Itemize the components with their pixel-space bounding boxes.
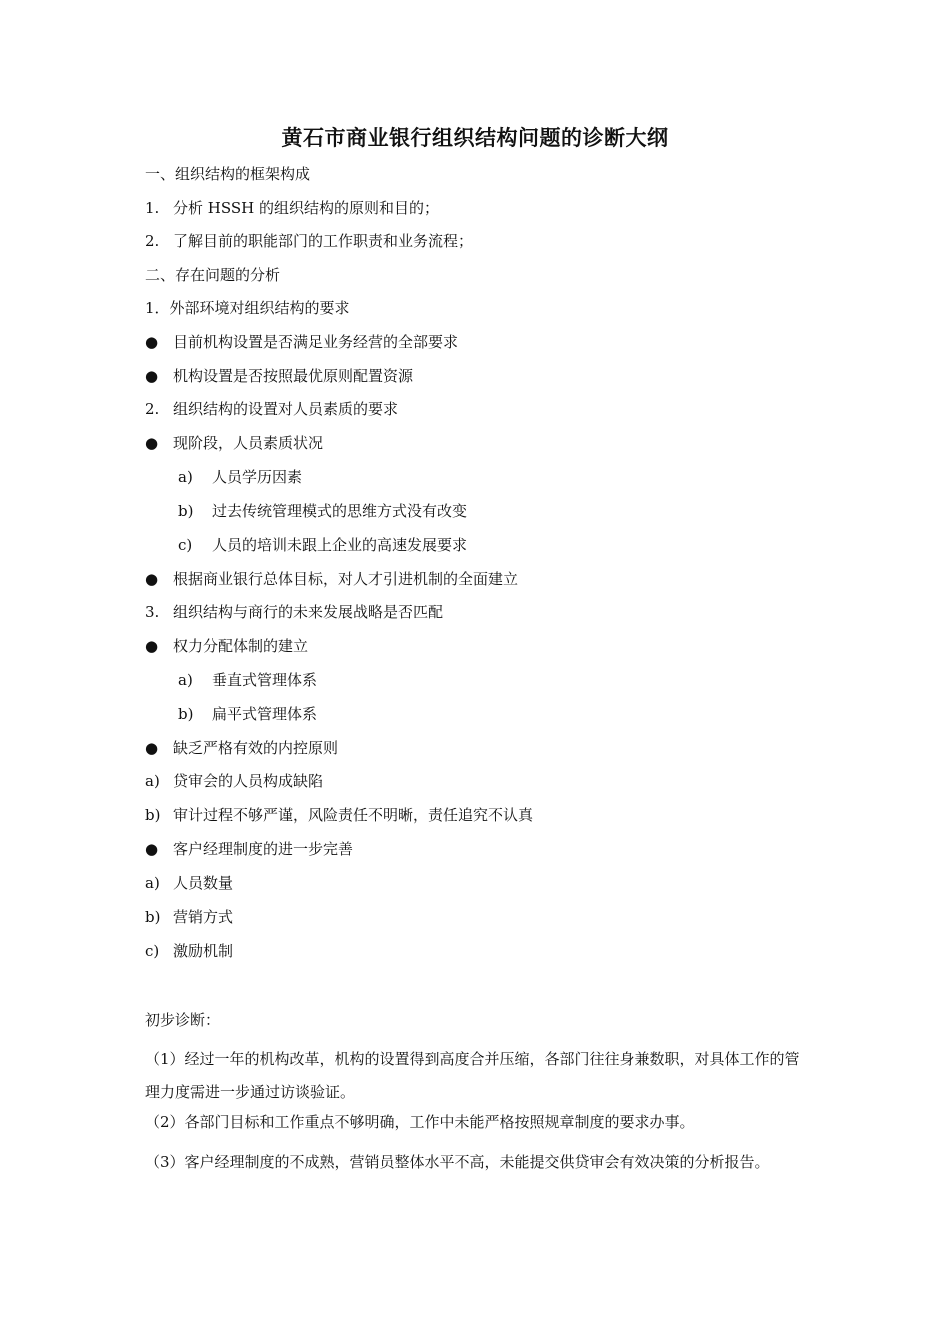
outline-line: [145, 332, 458, 352]
list-marker: 2.: [145, 232, 160, 250]
list-marker: b): [145, 806, 161, 824]
bullet-marker: ●: [145, 637, 159, 655]
outline-text: 缺乏严格有效的内控原则: [173, 739, 339, 757]
bullet-marker: ●: [145, 840, 159, 858]
outline-line: [145, 164, 310, 184]
document-title: 黄石市商业银行组织结构问题的诊断大纲: [281, 125, 669, 150]
outline-line: [145, 265, 280, 285]
outline-line: [178, 704, 317, 724]
list-marker: a): [145, 772, 160, 790]
outline-text: 权力分配体制的建立: [173, 637, 309, 655]
outline-text: 营销方式: [173, 908, 234, 926]
outline-text: 过去传统管理模式的思维方式没有改变: [212, 502, 468, 520]
list-marker: a): [145, 874, 160, 892]
outline-text: 组织结构的设置对人员素质的要求: [173, 400, 399, 418]
outline-text: 现阶段，人员素质状况: [173, 434, 324, 452]
list-marker: a): [178, 671, 193, 689]
bullet-marker: ●: [145, 367, 159, 385]
outline-text: 机构设置是否按照最优原则配置资源: [173, 367, 414, 385]
bullet-marker: ●: [145, 739, 159, 757]
outline-line: [145, 907, 233, 927]
outline-line: [145, 636, 308, 656]
list-marker: a): [178, 468, 193, 486]
outline-line: [178, 501, 467, 521]
list-marker: c): [178, 536, 193, 554]
outline-line: [145, 941, 233, 961]
list-marker: 2.: [145, 400, 160, 418]
outline-text: 垂直式管理体系: [212, 671, 318, 689]
outline-text: 贷审会的人员构成缺陷: [173, 772, 324, 790]
outline-line: [145, 569, 518, 589]
outline-text: 二、存在问题的分析: [145, 266, 281, 284]
outline-line: [145, 873, 233, 893]
diagnosis-item-1: （1）经过一年的机构改革，机构的设置得到高度合并压缩，各部门往往身兼数职，对具体工作的管理力度需进一步通过访谈验证。: [145, 1050, 800, 1101]
list-marker: 1.: [145, 199, 160, 217]
list-marker: 3.: [145, 603, 160, 621]
list-marker: b): [178, 502, 194, 520]
diagnosis-item-3: （3）客户经理制度的不成熟，营销员整体水平不高，未能提交供贷审会有效决策的分析报告。: [145, 1153, 770, 1171]
diagnosis-item-2: （2）各部门目标和工作重点不够明确，工作中未能严格按照规章制度的要求办事。: [145, 1113, 695, 1131]
outline-line: [145, 298, 350, 318]
outline-text: 组织结构与商行的未来发展战略是否匹配: [173, 603, 444, 621]
outline-text: 审计过程不够严谨，风险责任不明晰，责任追究不认真: [173, 806, 534, 824]
outline-text: 一、组织结构的框架构成: [145, 165, 311, 183]
outline-text: 扁平式管理体系: [212, 705, 318, 723]
outline-text: 分析 HSSH 的组织结构的原则和目的；: [173, 199, 439, 217]
outline-line: [178, 670, 317, 690]
outline-text: 人员数量: [173, 874, 234, 892]
list-marker: b): [178, 705, 194, 723]
bullet-marker: ●: [145, 333, 159, 351]
diagnosis-heading: 初步诊断：: [145, 1011, 221, 1029]
outline-line: [178, 535, 467, 555]
list-marker: c): [145, 942, 160, 960]
outline-line: [145, 198, 439, 218]
outline-text: 根据商业银行总体目标，对人才引进机制的全面建立: [173, 570, 519, 588]
outline-line: [145, 602, 443, 622]
outline-line: [145, 738, 338, 758]
outline-line: [178, 467, 302, 487]
outline-line: [145, 433, 323, 453]
outline-line: [145, 231, 473, 251]
bullet-marker: ●: [145, 434, 159, 452]
outline-text: 了解目前的职能部门的工作职责和业务流程；: [173, 232, 474, 250]
bullet-marker: ●: [145, 570, 159, 588]
outline-text: 1．外部环境对组织结构的要求: [145, 299, 350, 317]
outline-line: [145, 399, 398, 419]
outline-line: [145, 839, 353, 859]
outline-line: [145, 771, 323, 791]
outline-text: 人员的培训未跟上企业的高速发展要求: [212, 536, 468, 554]
outline-text: 激励机制: [173, 942, 234, 960]
outline-line: [145, 366, 413, 386]
outline-line: [145, 805, 533, 825]
list-marker: b): [145, 908, 161, 926]
outline-text: 客户经理制度的进一步完善: [173, 840, 354, 858]
outline-text: 人员学历因素: [212, 468, 303, 486]
outline-text: 目前机构设置是否满足业务经营的全部要求: [173, 333, 459, 351]
